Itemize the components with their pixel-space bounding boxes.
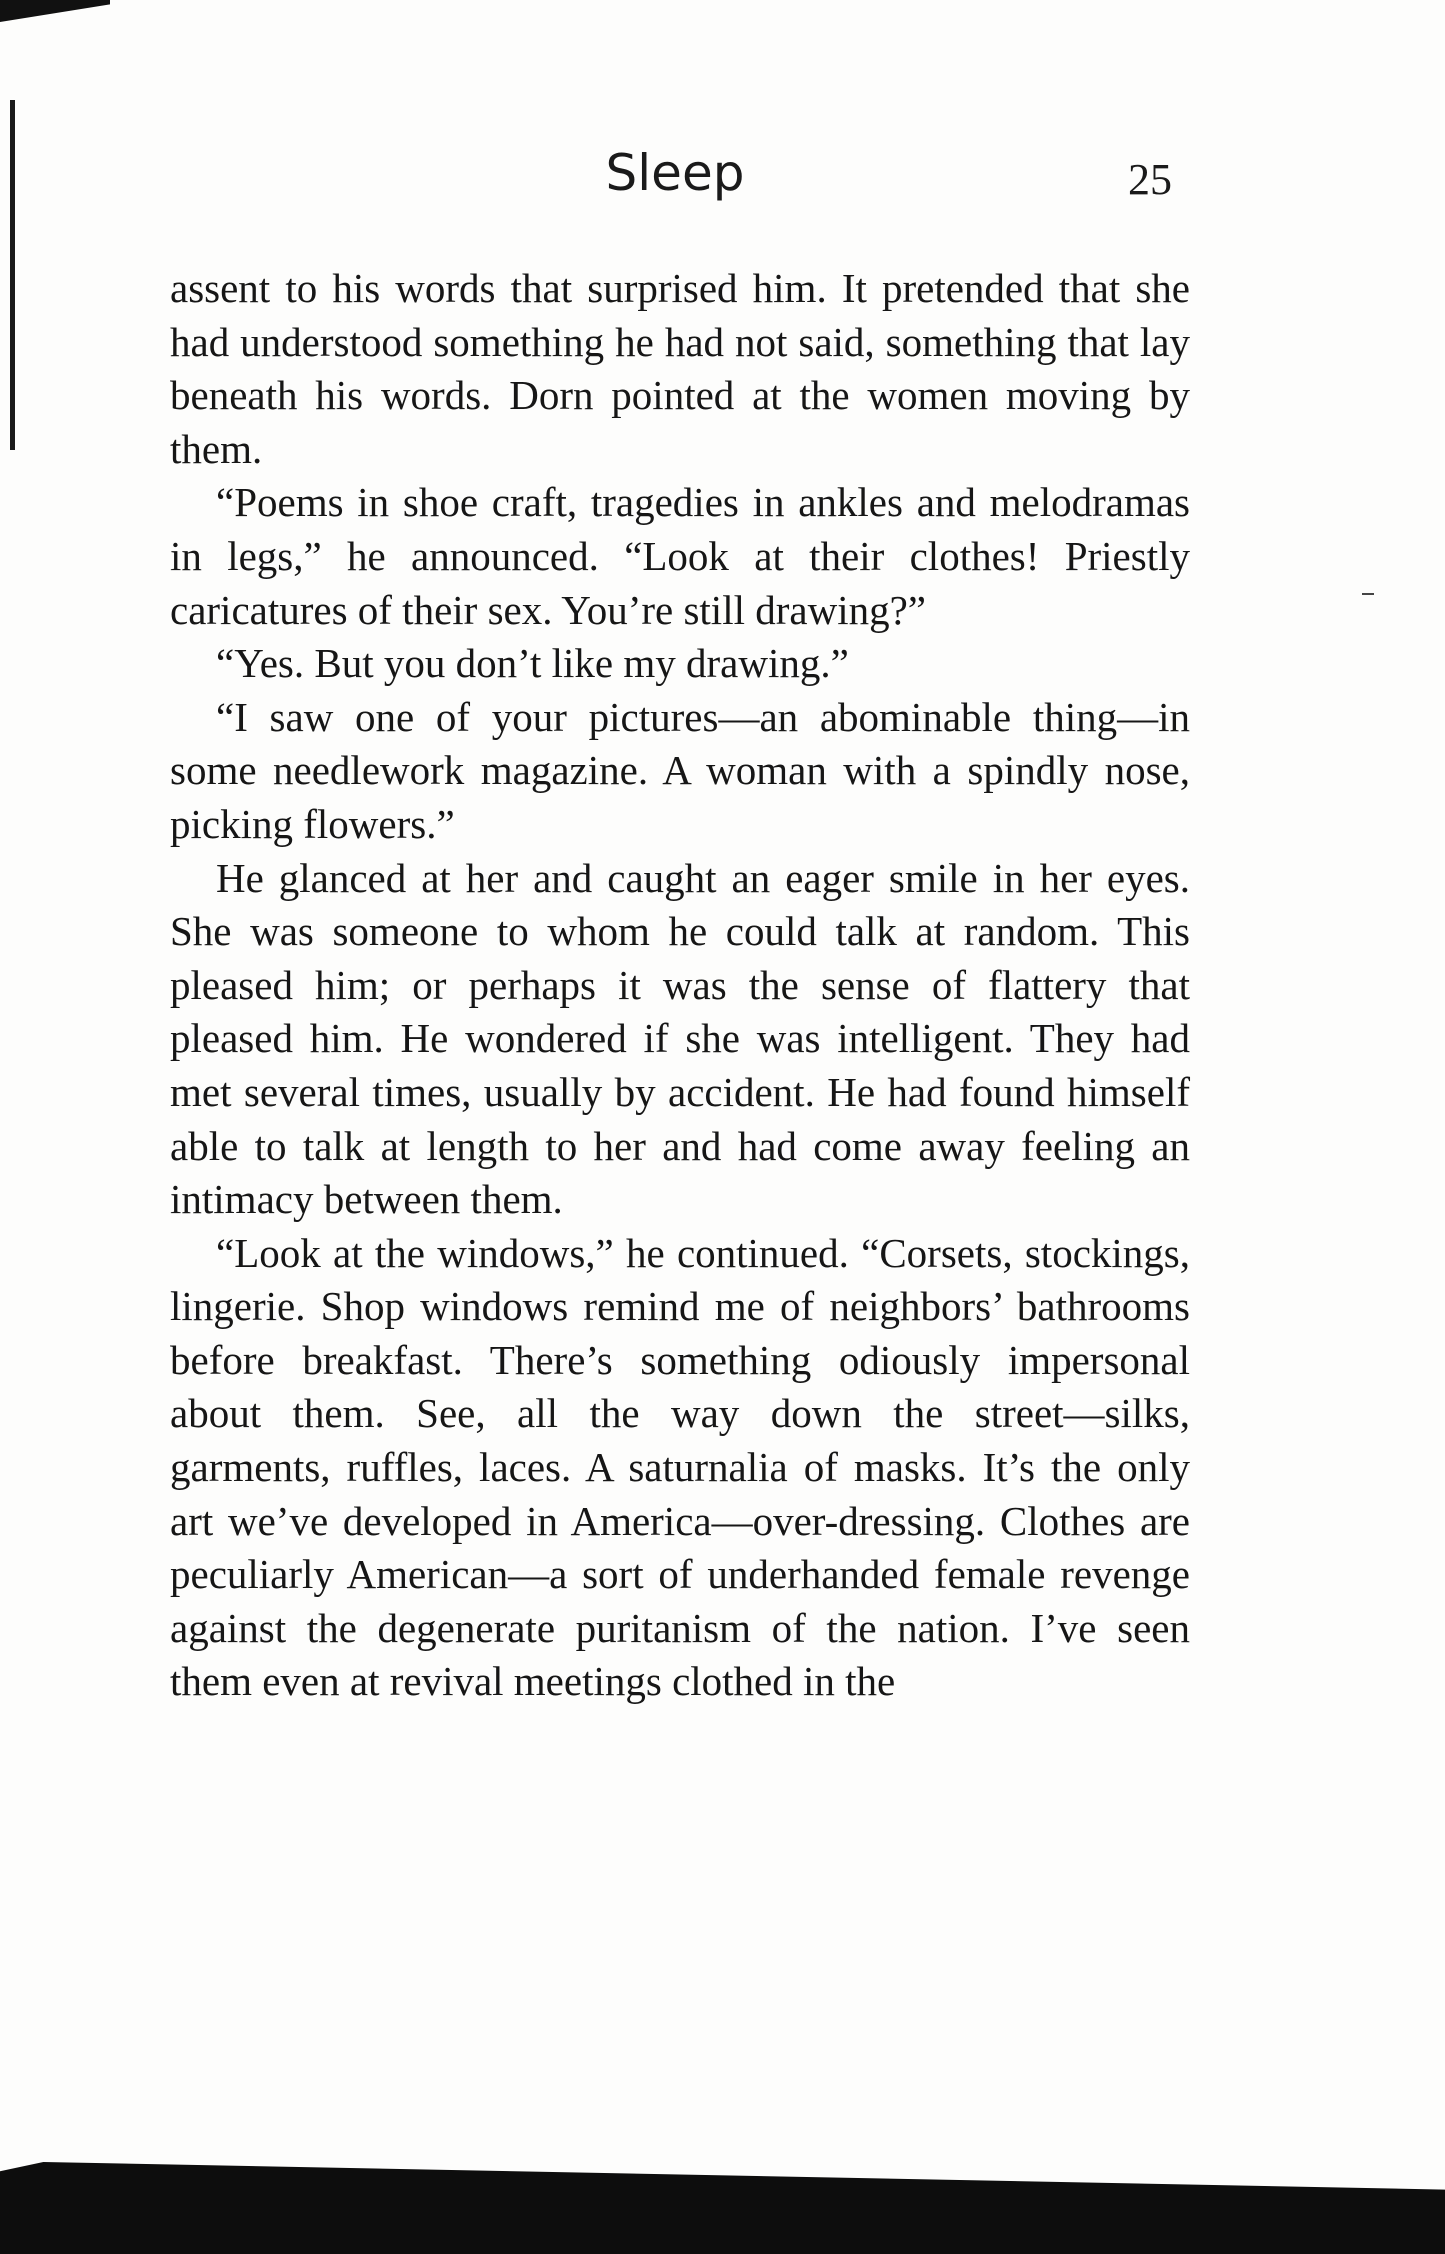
paragraph: “Yes. But you don’t like my drawing.” <box>216 640 849 687</box>
page-header <box>0 138 1445 208</box>
scan-mark <box>1362 593 1374 595</box>
paragraph: “I saw one of your pictures—an abominable thing—in some needlework magazine. A woman with a spindly nose, picking flowers.” <box>170 693 1190 847</box>
paragraph: “Look at the windows,” he continued. “Corsets, stockings, lingerie. Shop windows remind me of neighbors’ bathrooms before breakfast. There’s something odiously impersonal about them. See, all the way down the street—silks, garments, ruffles, laces. A saturnalia of masks. It’s the only art we’ve developed in America—over-dressing. Clothes are peculiarly American—a sort of underhanded female revenge against the degenerate puritanism of the nation. I’ve seen them even at revival meetings clothed in the <box>170 1229 1190 1705</box>
page-number: 25 <box>1128 155 1172 204</box>
paragraph: He glanced at her and caught an eager smile in her eyes. She was someone to whom he could talk at random. This pleased him; or perhaps it was the sense of flattery that pleased him. He wondered if she was intelligent. They had met several times, usually by accident. He had found himself able to talk at length to her and had come away feeling an intimacy between them. <box>170 854 1190 1223</box>
body-text <box>170 262 1190 1709</box>
paragraph: “Poems in shoe craft, tragedies in ankles and melodramas in legs,” he announced. “Look at their clothes! Priestly caricatures of their sex. You’re still drawing?” <box>170 479 1190 633</box>
scan-shadow-top <box>0 0 110 22</box>
paragraph: assent to his words that surprised him. It pretended that she had understood something he had not said, something that lay beneath his words. Dorn pointed at the women moving by them. <box>170 265 1190 472</box>
scan-shadow-bottom <box>0 2162 1445 2254</box>
running-title: Sleep <box>605 144 745 202</box>
